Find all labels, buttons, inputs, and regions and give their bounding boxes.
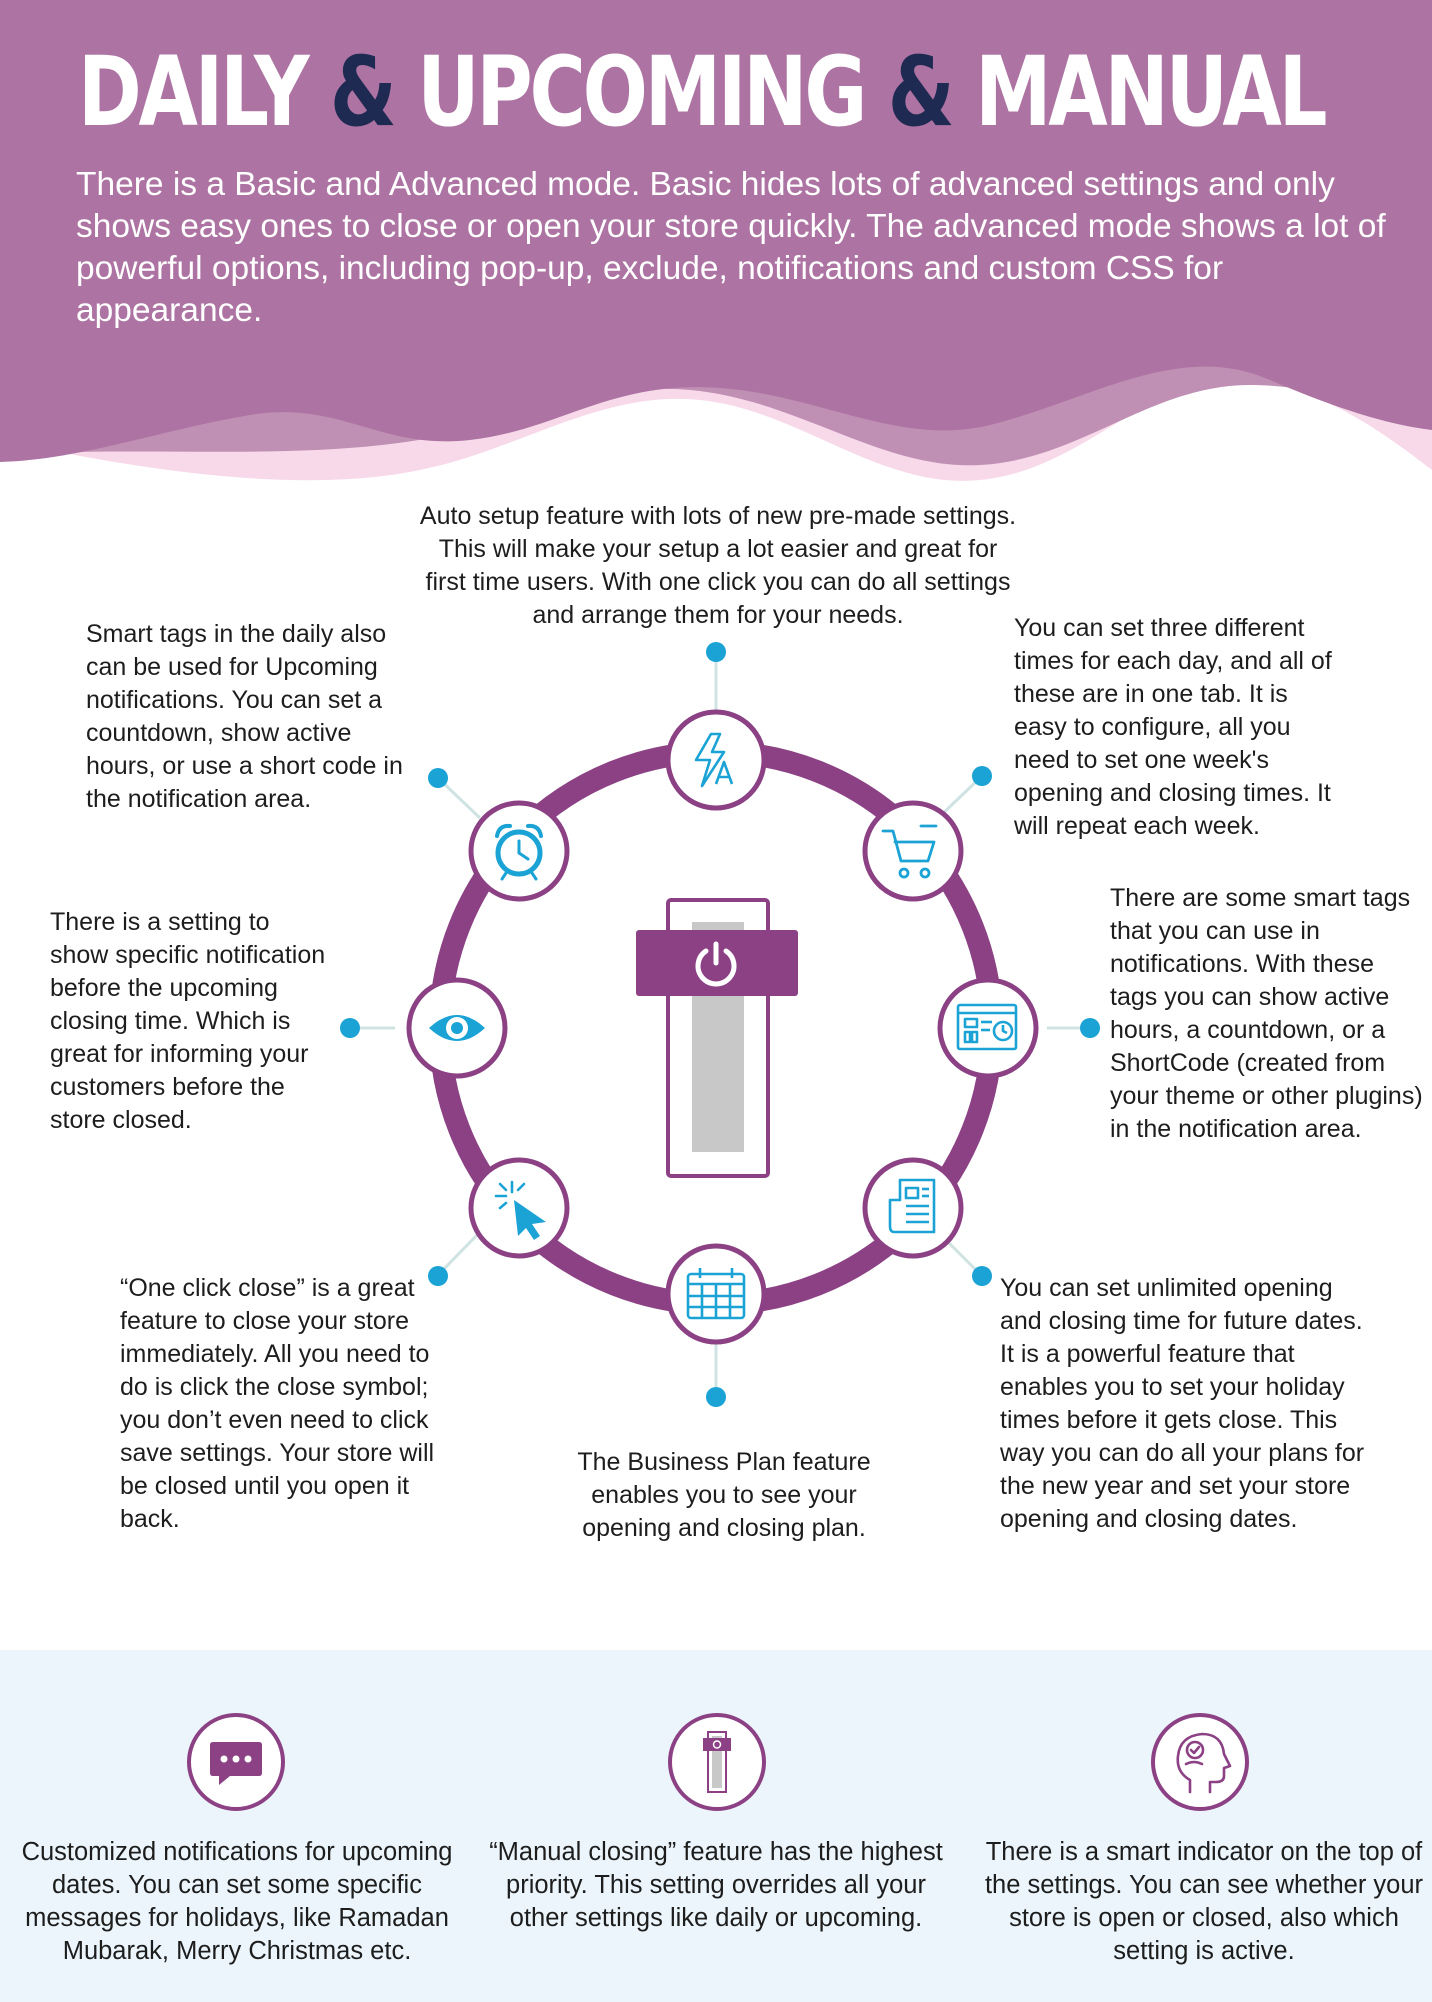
feature-text-auto-setup: Auto setup feature with lots of new pre-made settings. This will make your setup a lot easier and great for first time users. With one click you can do all settings and arrange them for your needs. <box>419 502 1017 629</box>
node-business-plan <box>668 1246 764 1342</box>
connector-dot <box>972 766 992 786</box>
chat-bubble-icon <box>186 1712 286 1812</box>
node-closing-notification <box>409 980 505 1076</box>
node-circle <box>668 712 764 808</box>
node-upcoming-dates <box>865 1160 961 1256</box>
node-one-click-close <box>471 1160 567 1256</box>
connector-dot <box>706 642 726 662</box>
connector-dot <box>972 1266 992 1286</box>
title-manual: MANUAL <box>975 36 1325 148</box>
connector-dot <box>1080 1018 1100 1038</box>
smart-head-icon <box>1150 1712 1250 1812</box>
feature-text-upcoming-dates: You can set unlimited opening and closing time for future dates. It is a powerful feature that enables you to set your holiday times before it gets close. This way you can do all your plans for the new year and set your store opening and closing dates. <box>1000 1274 1365 1533</box>
node-circle <box>865 803 961 899</box>
connector-dot <box>706 1387 726 1407</box>
node-daily-times <box>865 803 961 899</box>
title-daily: DAILY <box>78 36 307 148</box>
connector-dot <box>340 1018 360 1038</box>
node-upcoming-tags <box>471 803 567 899</box>
bottom-text-manual-closing: “Manual closing” feature has the highest priority. This setting overrides all your other settings like daily or upcoming. <box>489 1838 943 1932</box>
feature-text-daily-times: You can set three different times for each day, and all of these are in one tab. It is easy to configure, all you need to set one week's opening and closing times. It will repeat each week. <box>1014 614 1332 840</box>
feature-text-one-click-close: “One click close” is a great feature to close your store immediately. All you need to do is click the close symbol; you don’t even need to click save settings. Your store will be closed until you open it back. <box>120 1274 435 1533</box>
feature-text-smart-tags: There are some smart tags that you can use in notifications. With these tags you can show active hours, a countdown, or a ShortCode (created from your theme or other plugins) in the notification area. <box>1110 884 1423 1143</box>
node-smart-tags <box>940 980 1036 1076</box>
node-circle <box>940 980 1036 1076</box>
intro-paragraph: There is a Basic and Advanced mode. Basic hides lots of advanced settings and only shows easy ones to close or open your store quickly. The advanced mode shows a lot of powerful options, including pop-up, exclude, notifications and custom CSS for appearance. <box>76 166 1386 329</box>
title-upcoming: UPCOMING <box>417 36 865 148</box>
feature-text-business-plan: The Business Plan feature enables you to see your opening and closing plan. <box>577 1448 871 1542</box>
feature-text-upcoming-tags: Smart tags in the daily also can be used for Upcoming notifications. You can set a countdown, show active hours, or use a short code in the notification area. <box>86 620 403 813</box>
connector-dot <box>428 768 448 788</box>
title-ampersand: & <box>887 36 952 148</box>
manual-switch-icon <box>667 1712 767 1812</box>
bottom-text-smart-indicator: There is a smart indicator on the top of the settings. You can see whether your store is open or closed, also which setting is active. <box>984 1838 1424 1965</box>
title-ampersand: & <box>329 36 394 148</box>
node-circle <box>865 1160 961 1256</box>
node-auto-setup <box>668 712 764 808</box>
feature-text-closing-notification: There is a setting to show specific notification before the upcoming closing time. Which is great for informing your customers before the store closed. <box>50 908 326 1134</box>
bottom-text-notifications: Customized notifications for upcoming dates. You can set some specific messages for holidays, like Ramadan Mubarak, Merry Christmas etc. <box>21 1838 453 1965</box>
manual-switch-icon <box>636 900 798 1176</box>
